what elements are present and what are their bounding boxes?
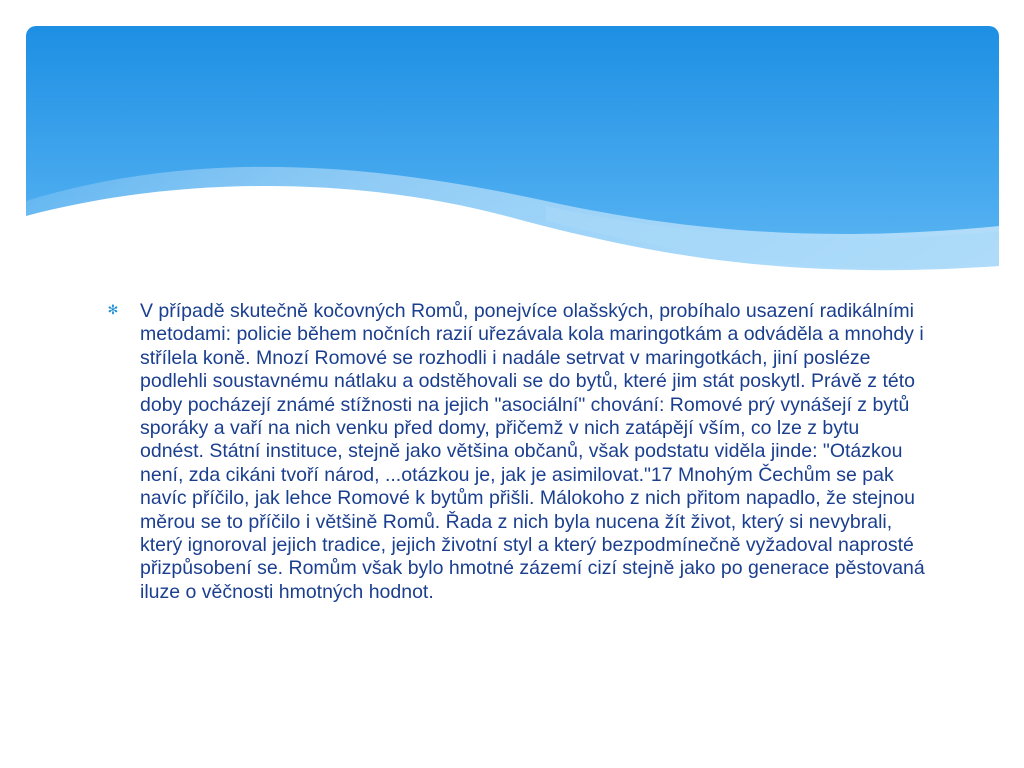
header-banner <box>26 26 999 286</box>
content-area <box>106 300 926 604</box>
bullet-item <box>106 300 926 604</box>
asterisk-bullet-icon: ✻ <box>107 303 119 318</box>
wave-banner-graphic <box>26 26 999 286</box>
bullet-text: V případě skutečně kočovných Romů, ponejvíce olašských, probíhalo usazení radikálními metodami: policie během nočních razií uřezávala kola maringotkám a odváděla a mnohdy i střílela koně. Mnozí Romové se rozhodli i nadále setrvat v maringotkách, jiní posléze podlehli soustavnému nátlaku a odstěhovali se do bytů, které jim stát poskytl. Právě z této doby pocházejí známé stížnosti na jejich "asociální" chování: Romové prý vynášejí z bytů sporáky a vaří na nich venku před domy, přičemž v nich zatápějí vším, co lze z bytu odnést. Státní instituce, stejně jako většina občanů, však podstatu viděla jinde: "Otázkou není, zda cikáni tvoří národ, ...otázkou je, jak je asimilovat."17 Mnohým Čechům se pak navíc příčilo, jak lehce Romové k bytům přišli. Málokoho z nich přitom napadlo, že stejnou měrou se to příčilo i většině Romů. Řada z nich byla nucena žít život, který si nevybrali, který ignoroval jejich tradice, jejich životní styl a který bezpodmínečně vyžadoval naprosté přizpůsobení se. Romům však bylo hmotné zázemí cizí stejně jako po generace pěstovaná iluze o věčnosti hmotných hodnot. <box>140 300 925 603</box>
